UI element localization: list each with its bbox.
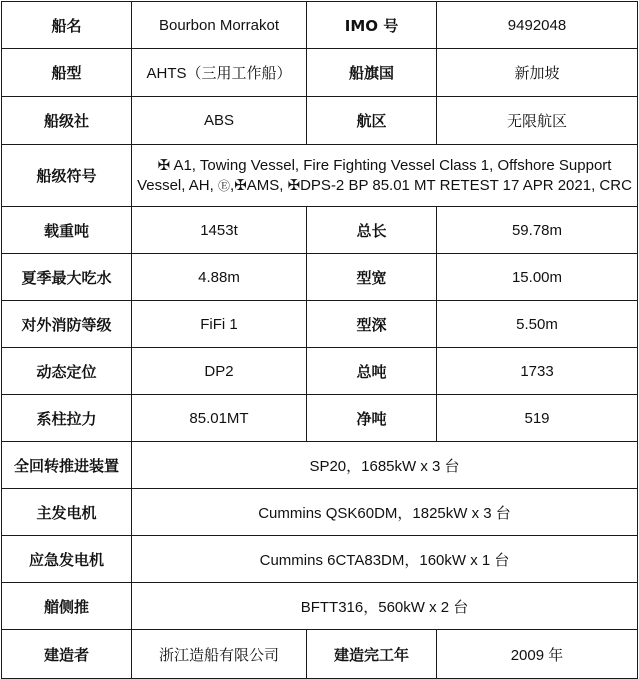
table-row <box>2 583 638 630</box>
label-fifi: 对外消防等级 <box>2 301 132 348</box>
label-bow-thruster: 艏侧推 <box>2 583 132 630</box>
table-row <box>2 2 638 49</box>
label-breadth: 型宽 <box>307 254 437 301</box>
table-row <box>2 49 638 97</box>
value-imo: 9492048 <box>437 2 638 49</box>
label-net-tonnage: 净吨 <box>307 395 437 442</box>
value-depth: 5.50m <box>437 301 638 348</box>
vessel-spec-table <box>1 1 638 679</box>
value-net-tonnage: 519 <box>437 395 638 442</box>
value-azimuth-propulsion: SP20，1685kW x 3 台 <box>132 442 638 489</box>
value-fifi: FiFi 1 <box>132 301 307 348</box>
label-class-notation: 船级符号 <box>2 145 132 207</box>
class-notation-mark: Ⓔ <box>217 178 230 193</box>
value-draft: 4.88m <box>132 254 307 301</box>
class-notation-text-2: ,✠AMS, ✠DPS-2 BP 85.01 MT RETEST 17 APR 2021, CRC <box>229 176 632 194</box>
value-flag: 新加坡 <box>437 49 638 97</box>
value-navigation-area: 无限航区 <box>437 97 638 145</box>
label-build-year: 建造完工年 <box>307 630 437 679</box>
label-deadweight: 载重吨 <box>2 207 132 254</box>
table-row <box>2 301 638 348</box>
value-dp: DP2 <box>132 348 307 395</box>
value-class-society: ABS <box>132 97 307 145</box>
value-emergency-generator: Cummins 6CTA83DM，160kW x 1 台 <box>132 536 638 583</box>
label-gross-tonnage: 总吨 <box>307 348 437 395</box>
table-row <box>2 395 638 442</box>
label-vessel-name: 船名 <box>2 2 132 49</box>
label-main-generator: 主发电机 <box>2 489 132 536</box>
label-imo: IMO 号 <box>307 2 437 49</box>
label-vessel-type: 船型 <box>2 49 132 97</box>
label-navigation-area: 航区 <box>307 97 437 145</box>
value-bollard-pull: 85.01MT <box>132 395 307 442</box>
label-dp: 动态定位 <box>2 348 132 395</box>
label-length: 总长 <box>307 207 437 254</box>
label-builder: 建造者 <box>2 630 132 679</box>
value-build-year: 2009 年 <box>437 630 638 679</box>
value-builder: 浙江造船有限公司 <box>132 630 307 679</box>
label-emergency-generator: 应急发电机 <box>2 536 132 583</box>
table-row <box>2 145 638 207</box>
table-row <box>2 630 638 679</box>
value-gross-tonnage: 1733 <box>437 348 638 395</box>
value-deadweight: 1453t <box>132 207 307 254</box>
table-row <box>2 536 638 583</box>
value-main-generator: Cummins QSK60DM，1825kW x 3 台 <box>132 489 638 536</box>
class-notation-text-1: ✠ A1, Towing Vessel, Fire Fighting Vessel Class 1, Offshore Support Vessel, AH, <box>137 156 612 194</box>
table-row <box>2 348 638 395</box>
table-row <box>2 489 638 536</box>
value-vessel-name: Bourbon Morrakot <box>132 2 307 49</box>
value-length: 59.78m <box>437 207 638 254</box>
value-breadth: 15.00m <box>437 254 638 301</box>
value-bow-thruster: BFTT316，560kW x 2 台 <box>132 583 638 630</box>
table-row <box>2 207 638 254</box>
table-row <box>2 97 638 145</box>
value-class-notation <box>132 145 638 207</box>
table-row <box>2 442 638 489</box>
table-row <box>2 254 638 301</box>
label-flag: 船旗国 <box>307 49 437 97</box>
value-vessel-type: AHTS（三用工作船） <box>132 49 307 97</box>
label-depth: 型深 <box>307 301 437 348</box>
label-bollard-pull: 系柱拉力 <box>2 395 132 442</box>
label-azimuth-propulsion: 全回转推进装置 <box>2 442 132 489</box>
label-draft: 夏季最大吃水 <box>2 254 132 301</box>
label-class-society: 船级社 <box>2 97 132 145</box>
